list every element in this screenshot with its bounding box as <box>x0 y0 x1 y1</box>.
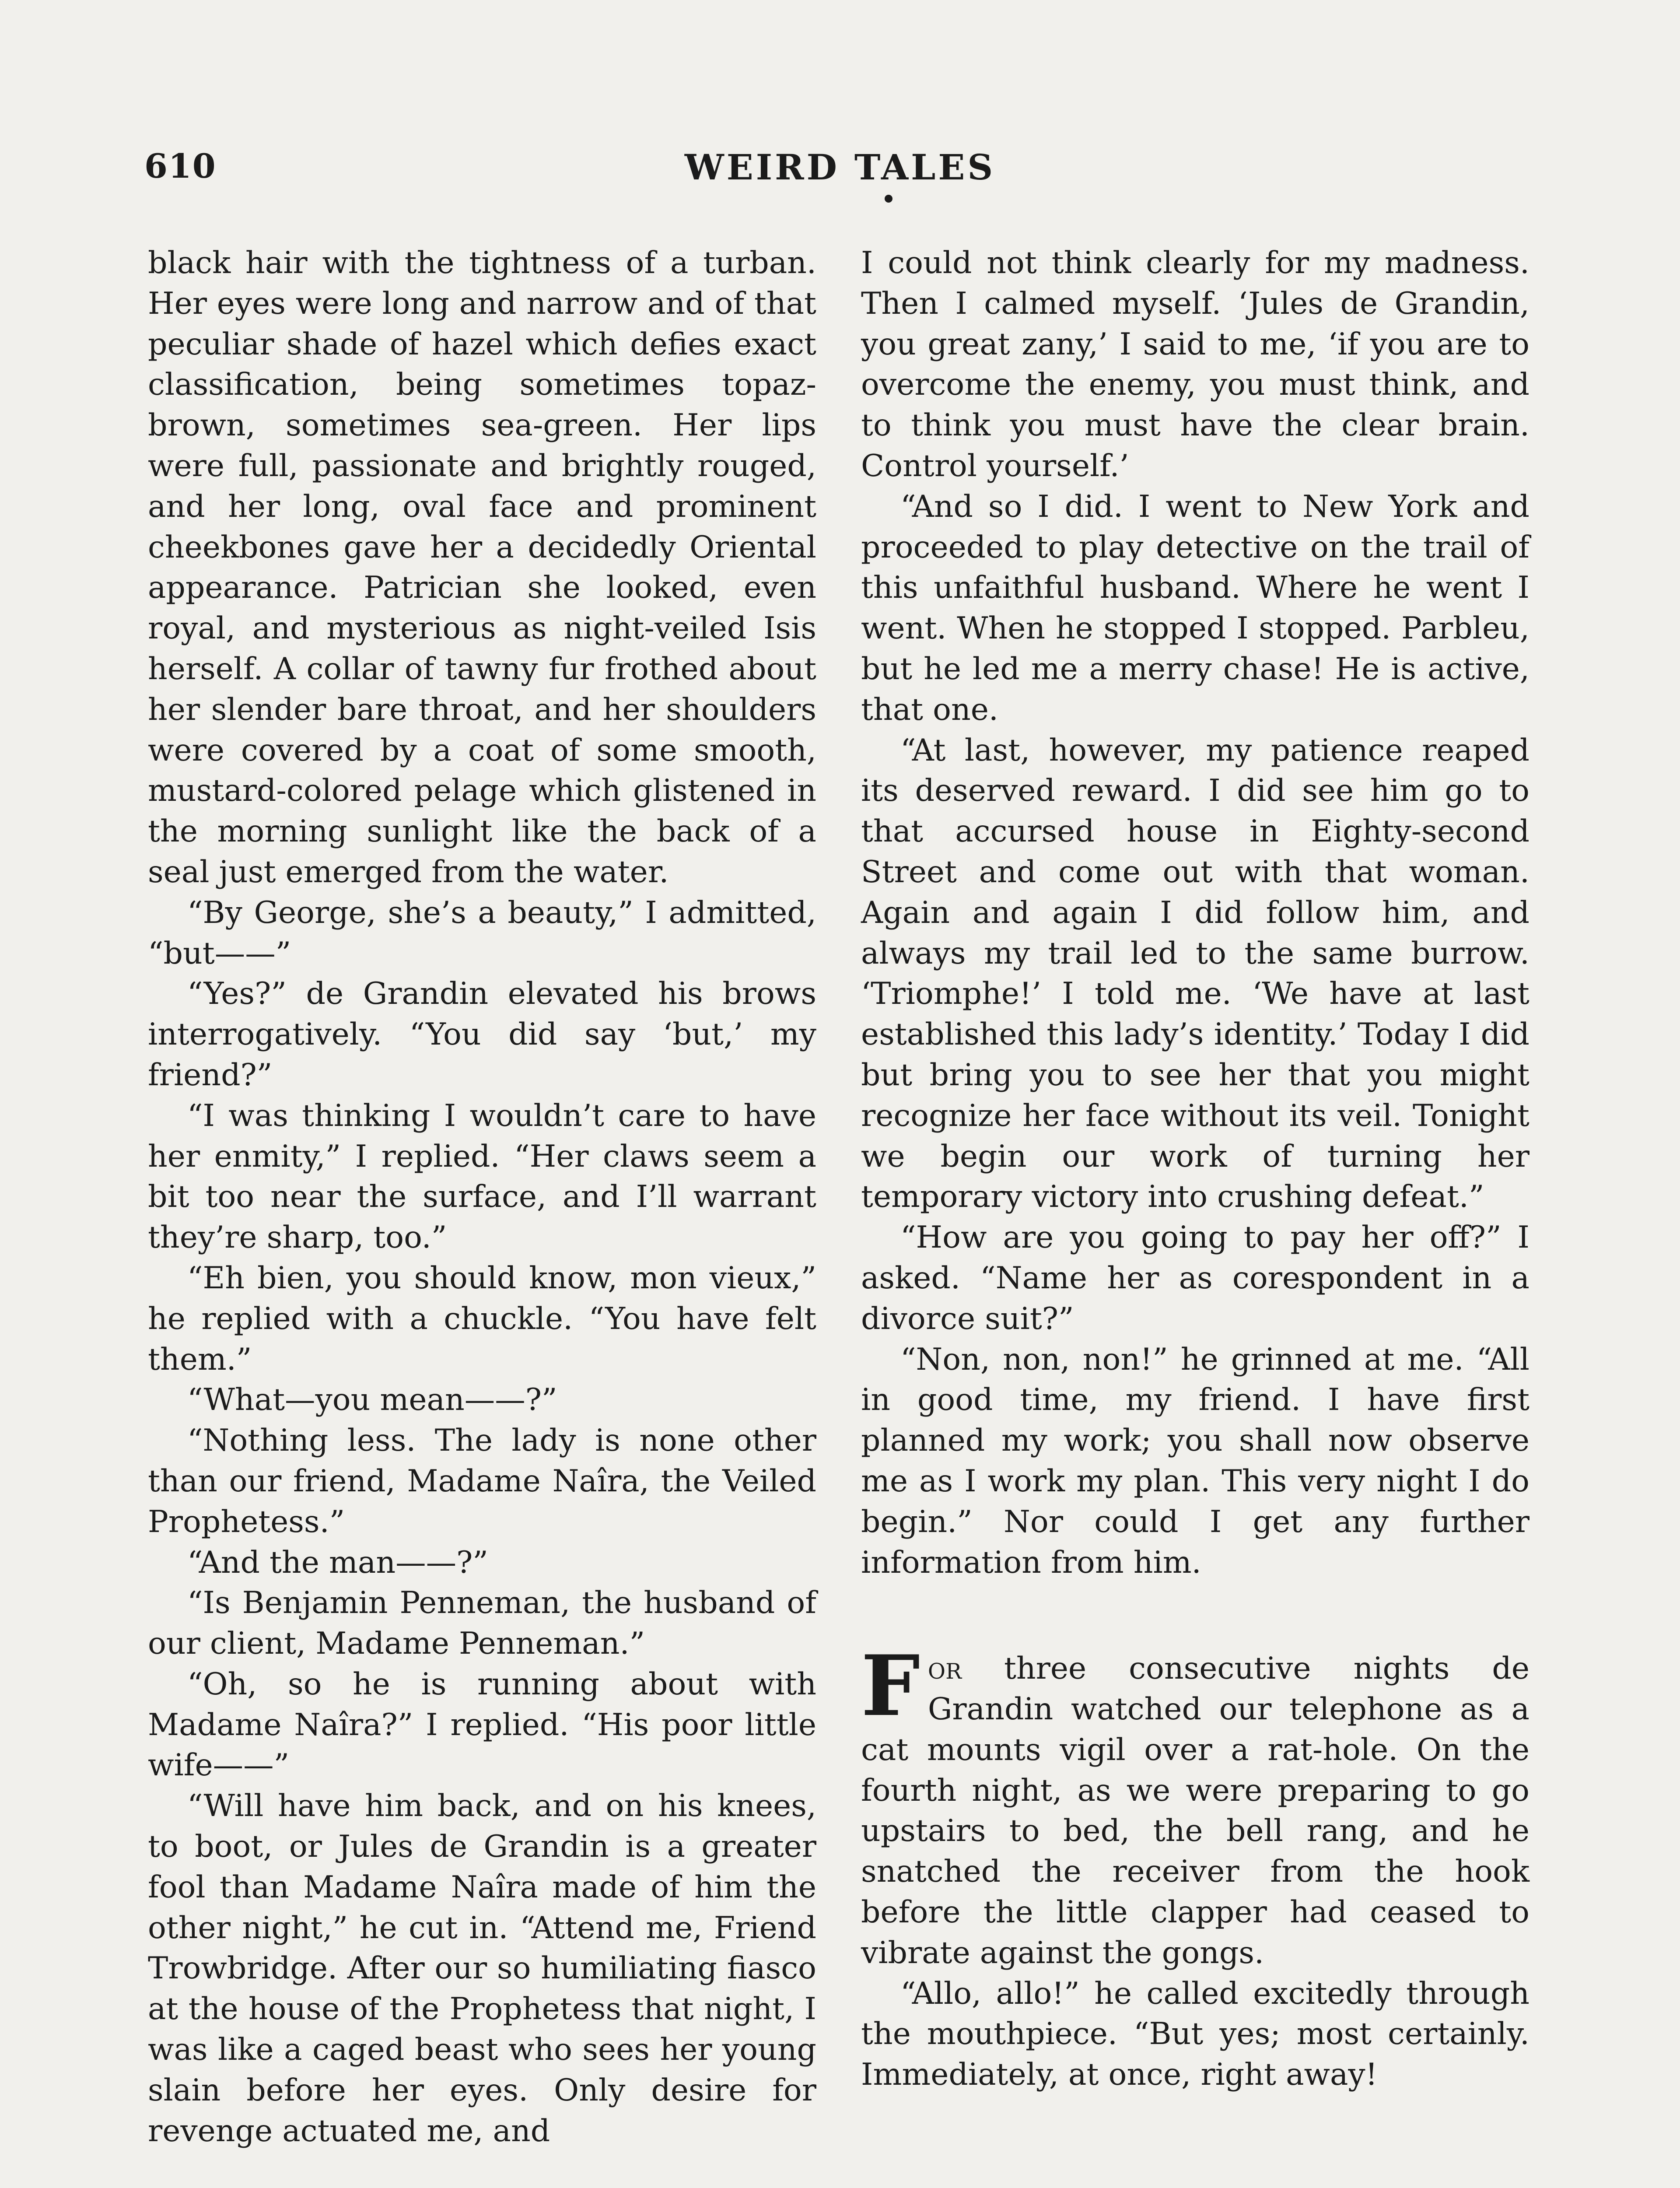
lead-small-caps: or <box>928 1651 962 1687</box>
paragraph: black hair with the tightness of a turban. Her eyes were long and narrow and of that peculiar shade of hazel which defies exact classification, being sometimes topaz-brown, sometimes sea-green. Her lips were full, passionate and brightly rouged, and her long, oval face and prominent cheekbones gave her a decidedly Oriental appearance. Patrician she looked, even royal, and mysterious as night-veiled Isis herself. A collar of tawny fur frothed about her slender bare throat, and her shoulders were covered by a coat of some smooth, mustard-colored pelage which glistened in the morning sunlight like the back of a seal just emerged from the water. <box>148 245 816 890</box>
paragraph: “And the man——?” <box>187 1544 488 1580</box>
section-text: three consecutive nights de Grandin watched our telephone as a cat mounts vigil over a rat-hole. On the fourth night, as we were preparing to go upstairs to bed, the bell rang, and he snatched the receiver from the hook before the little clapper had ceased to vibrate against the gongs. <box>861 1651 1530 1971</box>
ornament-dot-icon <box>885 195 892 203</box>
page-number: 610 <box>144 147 217 186</box>
paragraph: “By George, she’s a beauty,” I admitted, “but——” <box>148 894 816 971</box>
paragraph: “Non, non, non!” he grinned at me. “All in good time, my friend. I have first planned my work; you shall now observe me as I work my plan. This very night I do begin.” Nor could I get any further information from him. <box>861 1341 1530 1580</box>
page-header <box>144 147 1536 199</box>
paragraph: “Nothing less. The lady is none other than our friend, Madame Naîra, the Veiled Prophetess.” <box>148 1423 816 1539</box>
section-opening-paragraph <box>861 1637 1530 1973</box>
paragraph: “Eh bien, you should know, mon vieux,” he replied with a chuckle. “You have felt them.” <box>148 1260 816 1377</box>
paragraph: “Is Benjamin Penneman, the husband of our client, Madame Penneman.” <box>148 1585 816 1662</box>
paragraph: “And so I did. I went to New York and proceeded to play detective on the trail of this unfaithful husband. Where he went I went. When he stopped I stopped. Parbleu, but he led me a merry chase! He is active, that one. <box>861 488 1530 727</box>
paragraph: “Oh, so he is running about with Madame Naîra?” I replied. “His poor little wife——” <box>148 1666 816 1783</box>
right-column <box>861 243 1530 2095</box>
paragraph: “What—you mean——?” <box>187 1382 557 1418</box>
paragraph: I could not think clearly for my madness. Then I calmed myself. ‘Jules de Grandin, you great zany,’ I said to me, ‘if you are to overcome the enemy, you must think, and to think you must have the clear brain. Control yourself.’ <box>861 245 1530 484</box>
magazine-title: WEIRD TALES <box>684 147 996 188</box>
paragraph: “Yes?” de Grandin elevated his brows interrogatively. “You did say ‘but,’ my friend?” <box>148 976 816 1093</box>
paragraph: “Allo, allo!” he called excitedly through the mouthpiece. “But yes; most certainly. Immediately, at once, right away! <box>861 1975 1530 2093</box>
paragraph: “At last, however, my patience reaped its deserved reward. I did see him go to that accursed house in Eighty-second Street and come out with that woman. Again and again I did follow him, and always my trail led to the same burrow. ‘Triomphe!’ I told me. ‘We have at last established this lady’s identity.’ Today I did but bring you to see her that you might recognize her face without its veil. Tonight we begin our work of turning her temporary victory into crushing defeat.” <box>861 732 1530 1215</box>
paragraph: “How are you going to pay her off?” I asked. “Name her as corespondent in a divorce suit?” <box>861 1220 1530 1336</box>
left-column <box>148 243 816 2151</box>
paragraph: “I was thinking I wouldn’t care to have her enmity,” I replied. “Her claws seem a bit too near the surface, and I’ll warrant they’re sharp, too.” <box>148 1098 816 1255</box>
paragraph: “Will have him back, and on his knees, to boot, or Jules de Grandin is a greater fool than Madame Naîra made of him the other night,” he cut in. “Attend me, Friend Trowbridge. After our so humiliating fiasco at the house of the Prophetess that night, I was like a caged beast who sees her young slain before her eyes. Only desire for revenge actuated me, and <box>148 1788 816 2149</box>
drop-cap: F <box>861 1637 920 1735</box>
